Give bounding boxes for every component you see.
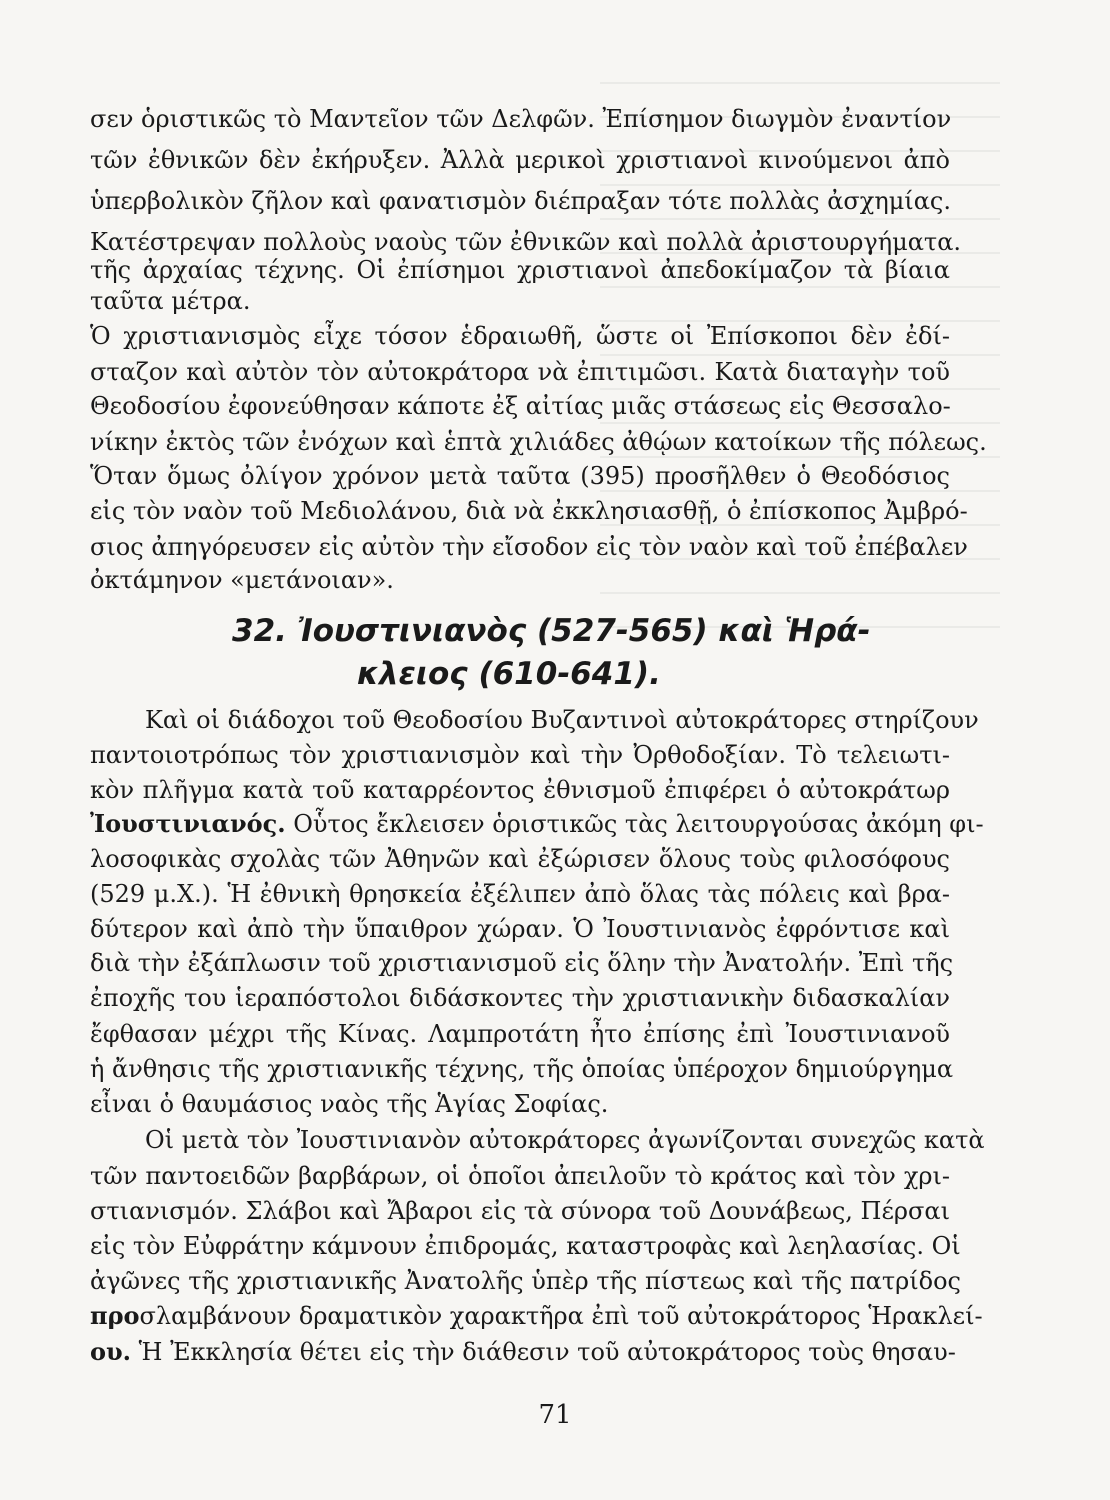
text-line: Οἱ μετὰ τὸν Ἰουστινιανὸν αὐτοκράτορες ἀγωνίζονται συνεχῶς κατὰ [145,1126,985,1154]
text-line: Ὅταν ὅμως ὀλίγον χρόνον μετὰ ταῦτα (395) προσῆλθεν ὁ Θεοδόσιος [90,462,950,490]
text-line: εἰς τὸν Εὐφράτην κάμνουν ἐπιδρομάς, καταστροφὰς καὶ λεηλασίας. Οἱ [90,1232,961,1260]
text-line: λοσοφικὰς σχολὰς τῶν Ἀθηνῶν καὶ ἐξώρισεν ὅλους τοὺς φιλοσόφους [90,845,950,873]
text-line: τῶν ἐθνικῶν δὲν ἐκήρυξεν. Ἀλλὰ μερικοὶ χριστιανοὶ κινούμενοι ἀπὸ [90,146,950,174]
text-line: ου. Ἡ Ἐκκλησία θέτει εἰς τὴν διάθεσιν τοῦ αὐτοκράτορος τοὺς θησαυ- [90,1337,956,1366]
text-line: ἔφθασαν μέχρι τῆς Κίνας. Λαμπροτάτη ἦτο ἐπίσης ἐπὶ Ἰουστινιανοῦ [90,1020,950,1048]
text-line: στιανισμόν. Σλάβοι καὶ Ἄβαροι εἰς τὰ σύνορα τοῦ Δουνάβεως, Πέρσαι [90,1197,950,1225]
text-line: εἰς τὸν ναὸν τοῦ Μεδιολάνου, διὰ νὰ ἐκκλησιασθῇ, ὁ ἐπίσκοπος Ἀμβρό- [90,497,968,525]
text-line: διὰ τὴν ἐξάπλωσιν τοῦ χριστιανισμοῦ εἰς ὅλην τὴν Ἀνατολήν. Ἐπὶ τῆς [90,949,954,977]
text-line: ὑπερβολικὸν ζῆλον καὶ φανατισμὸν διέπραξαν τότε πολλὰς ἀσχημίας. [90,187,951,215]
text-line: Ὁ χριστιανισμὸς εἶχε τόσον ἑδραιωθῆ, ὥστε οἱ Ἐπίσκοποι δὲν ἐδί- [90,322,950,350]
text-line: (529 μ.Χ.). Ἡ ἐθνικὴ θρησκεία ἐξέλιπεν ἀπὸ ὅλας τὰς πόλεις καὶ βρα- [90,880,950,908]
text-line: δύτερον καὶ ἀπὸ τὴν ὕπαιθρον χώραν. Ὁ Ἰουστινιανὸς ἐφρόντισε καὶ [90,915,950,943]
text-line: παντοιοτρόπως τὸν χριστιανισμὸν καὶ τὴν Ὀρθοδοξίαν. Τὸ τελειωτι- [90,741,950,769]
text-line: ἐποχῆς του ἱεραπόστολοι διδάσκοντες τὴν χριστιανικὴν διδασκαλίαν [90,984,950,1012]
text-line: Θεοδοσίου ἐφονεύθησαν κάποτε ἐξ αἰτίας μιᾶς στάσεως εἰς Θεσσαλο- [90,392,951,420]
text-line: Ἰουστινιανός. Οὗτος ἔκλεισεν ὁριστικῶς τὰς λειτουργούσας ἀκόμη φι- [90,809,984,838]
text-line: Κατέστρεψαν πολλοὺς ναοὺς τῶν ἐθνικῶν καὶ πολλὰ ἀριστουργήματα. [90,228,962,256]
bold-text: Ἰουστινιανός. [90,809,286,838]
text-line: εἶναι ὁ θαυμάσιος ναὸς τῆς Ἁγίας Σοφίας. [90,1090,609,1118]
bold-text: ου. [90,1337,132,1366]
text-line: σεν ὁριστικῶς τὸ Μαντεῖον τῶν Δελφῶν. Ἐπίσημον διωγμὸν ἐναντίον [90,105,952,133]
section-heading-line-2: κλειος (610-641). [357,656,661,692]
section-heading-line-1: 32. Ἰουστινιανὸς (527-565) καὶ Ἡρά- [232,613,871,649]
text-line: Καὶ οἱ διάδοχοι τοῦ Θεοδοσίου Βυζαντινοὶ αὐτοκράτορες στηρίζουν [145,706,979,734]
text-line: σταζον καὶ αὐτὸν τὸν αὐτοκράτορα νὰ ἐπιτιμῶσι. Κατὰ διαταγὴν τοῦ [90,358,950,386]
page-number: 71 [538,1400,572,1430]
text-line: τῆς ἀρχαίας τέχνης. Οἱ ἐπίσημοι χριστιανοὶ ἀπεδοκίμαζον τὰ βίαια [90,256,950,284]
text-line: κὸν πλῆγμα κατὰ τοῦ καταρρέοντος ἐθνισμοῦ ἐπιφέρει ὁ αὐτοκράτωρ [90,776,950,804]
text-line: ἀγῶνες τῆς χριστιανικῆς Ἀνατολῆς ὑπὲρ τῆς πίστεως καὶ τῆς πατρίδος [90,1267,961,1295]
text-line: σιος ἀπηγόρευσεν εἰς αὐτὸν τὴν εἴσοδον εἰς τὸν ναὸν καὶ τοῦ ἐπέβαλεν [90,533,968,561]
bold-text: προ [90,1301,140,1330]
text-line: νίκην ἐκτὸς τῶν ἐνόχων καὶ ἑπτὰ χιλιάδες ἀθῴων κατοίκων τῆς πόλεως. [90,428,987,456]
text-line: τῶν παντοειδῶν βαρβάρων, οἱ ὁποῖοι ἀπειλοῦν τὸ κράτος καὶ τὸν χρι- [90,1162,950,1190]
text-line: ὀκτάμηνον «μετάνοιαν». [90,566,394,594]
text-line: ἡ ἄνθησις τῆς χριστιανικῆς τέχνης, τῆς ὁποίας ὑπέροχον δημιούργημα [90,1055,954,1083]
text-line: ταῦτα μέτρα. [90,287,251,315]
text-line: προσλαμβάνουν δραματικὸν χαρακτῆρα ἐπὶ τοῦ αὐτοκράτορος Ἡρακλεί- [90,1301,983,1330]
